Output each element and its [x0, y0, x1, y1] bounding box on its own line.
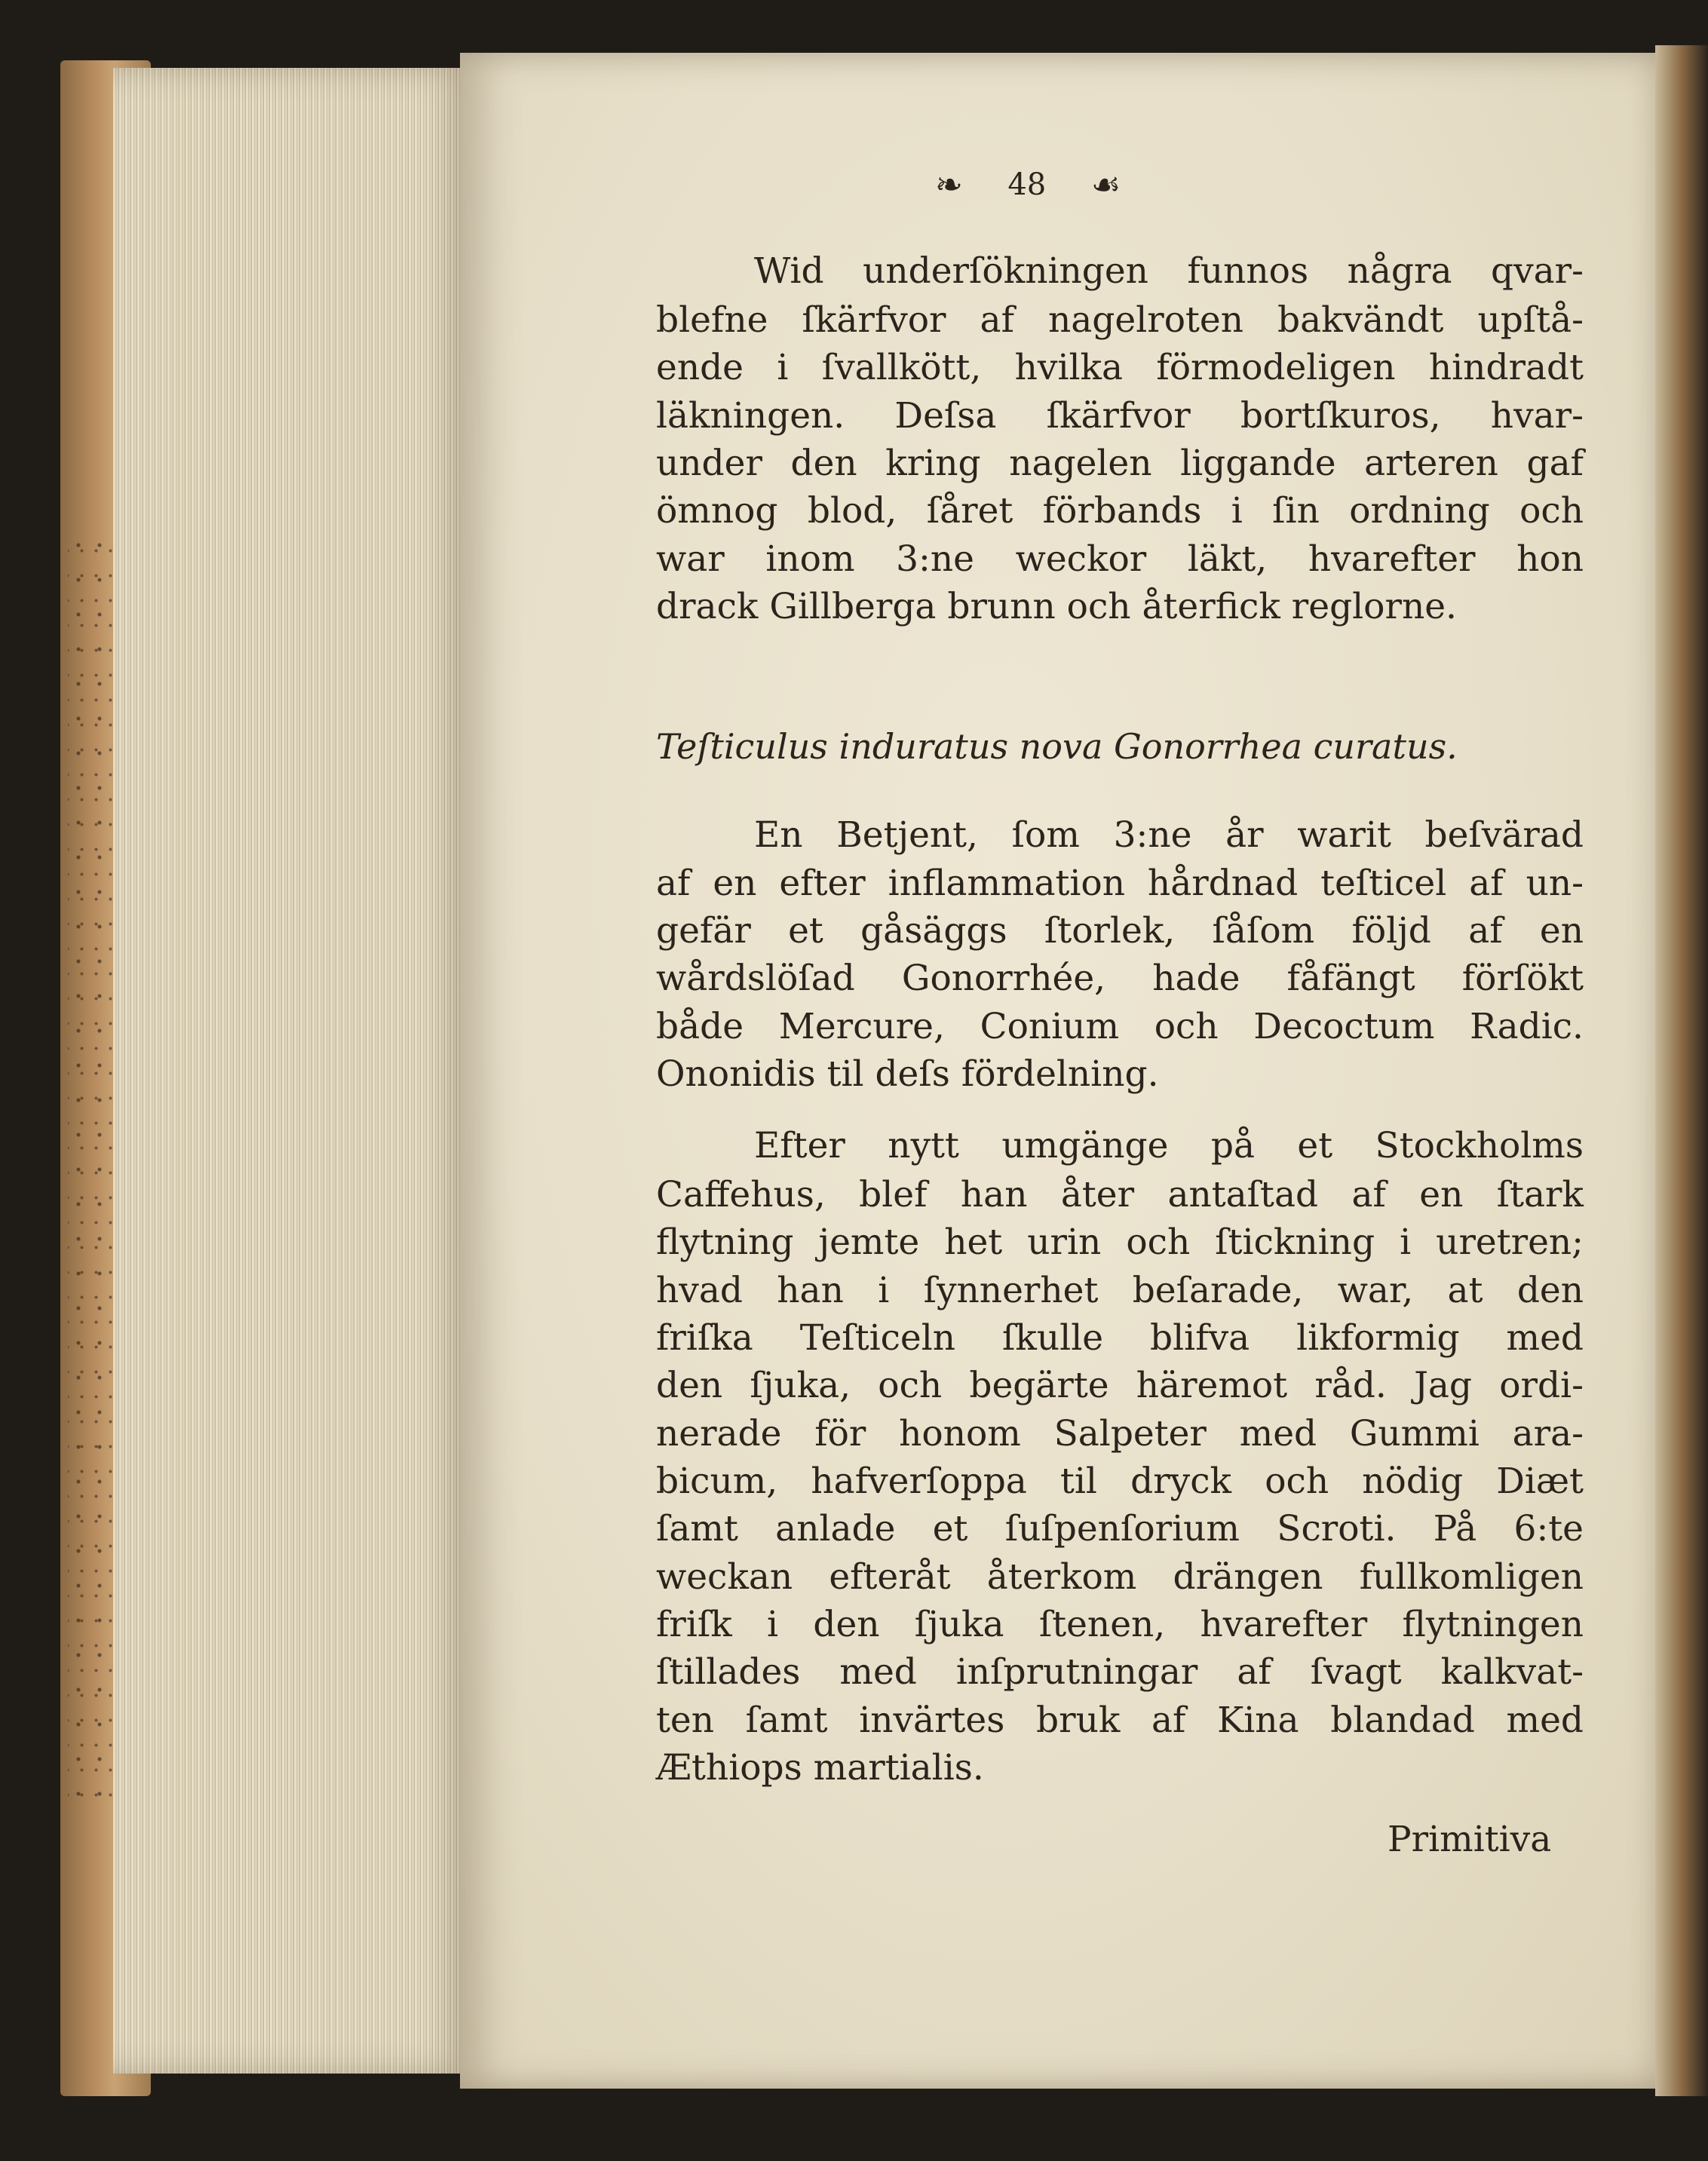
text-line: flytning jemte het urin och ſtickning i uretren;	[656, 1222, 1584, 1263]
text-line: wårdslöſad Gonorrhée, hade fåfängt förſökt	[656, 958, 1584, 999]
text-line: drack Gillberga brunn och återfick reglorne.	[656, 586, 1457, 627]
stacked-page-edges	[113, 68, 475, 2074]
text-line: friſk i den ſjuka ſtenen, hvarefter flytningen	[656, 1604, 1584, 1645]
running-header	[935, 158, 1327, 211]
text-line: hvad han i ſynnerhet beſarade, war, at den	[656, 1270, 1584, 1311]
text-line: Ononidis til deſs fördelning.	[656, 1053, 1159, 1095]
text-line: friſka Teſticeln ſkulle blifva likformig med	[656, 1317, 1584, 1359]
text-line: ten ſamt invärtes bruk af Kina blandad med	[656, 1700, 1584, 1741]
text-line: nerade för honom Salpeter med Gummi ara-	[656, 1413, 1584, 1454]
binding-wear-marks	[68, 528, 113, 1810]
ornament-right-label	[1267, 182, 1327, 188]
text-line: blefne ſkärfvor af nagelroten bakvändt upſtå-	[656, 299, 1584, 341]
facing-page-edge	[1655, 45, 1708, 2096]
text-line: ömnog blod, ſåret förbands i ſin ordning och	[656, 490, 1584, 532]
ornament-right-icon: ☙	[1090, 165, 1121, 204]
text-line: under den kring nagelen liggande arteren gaf	[656, 443, 1584, 484]
text-line: ſamt anlade et ſuſpenſorium Scroti. På 6:te	[656, 1508, 1584, 1549]
text-line: läkningen. Deſsa ſkärfvor bortſkuros, hvar-	[656, 395, 1584, 437]
text-line: den ſjuka, och begärte häremot råd. Jag ordi-	[656, 1365, 1584, 1406]
catchword: Primitiva	[1388, 1819, 1552, 1860]
text-line: ende i ſvallkött, hvilka förmodeligen hindradt	[656, 347, 1584, 388]
text-line: af en efter inflammation hårdnad teſticel af un-	[656, 863, 1584, 904]
text-line: ſtillades med inſprutningar af ſvagt kalkvat-	[656, 1651, 1584, 1693]
text-line: både Mercure, Conium och Decoctum Radic.	[656, 1006, 1584, 1047]
text-line: gefär et gåsäggs ſtorlek, ſåſom följd af en	[656, 910, 1584, 952]
text-line: Æthiops martialis.	[656, 1747, 984, 1789]
text-line: Caffehus, blef han åter antaſtad af en ſtark	[656, 1174, 1584, 1215]
text-line: Efter nytt umgänge på et Stockholms	[754, 1125, 1584, 1166]
ornament-left-label	[1166, 182, 1222, 188]
text-line: bicum, hafverſoppa til dryck och nödig Diæt	[656, 1461, 1584, 1502]
ornament-left-icon: ❧	[935, 165, 963, 204]
text-line: En Betjent, ſom 3:ne år warit beſvärad	[754, 814, 1584, 856]
text-line: war inom 3:ne weckor läkt, hvarefter hon	[656, 538, 1584, 580]
page-number: 48	[1007, 167, 1047, 202]
text-line: weckan efteråt återkom drängen fullkomligen	[656, 1556, 1584, 1598]
section-heading: Teſticulus induratus nova Gonorrhea curatus.	[656, 726, 1458, 767]
text-line: Wid underſökningen funnos några qvar-	[754, 250, 1584, 292]
